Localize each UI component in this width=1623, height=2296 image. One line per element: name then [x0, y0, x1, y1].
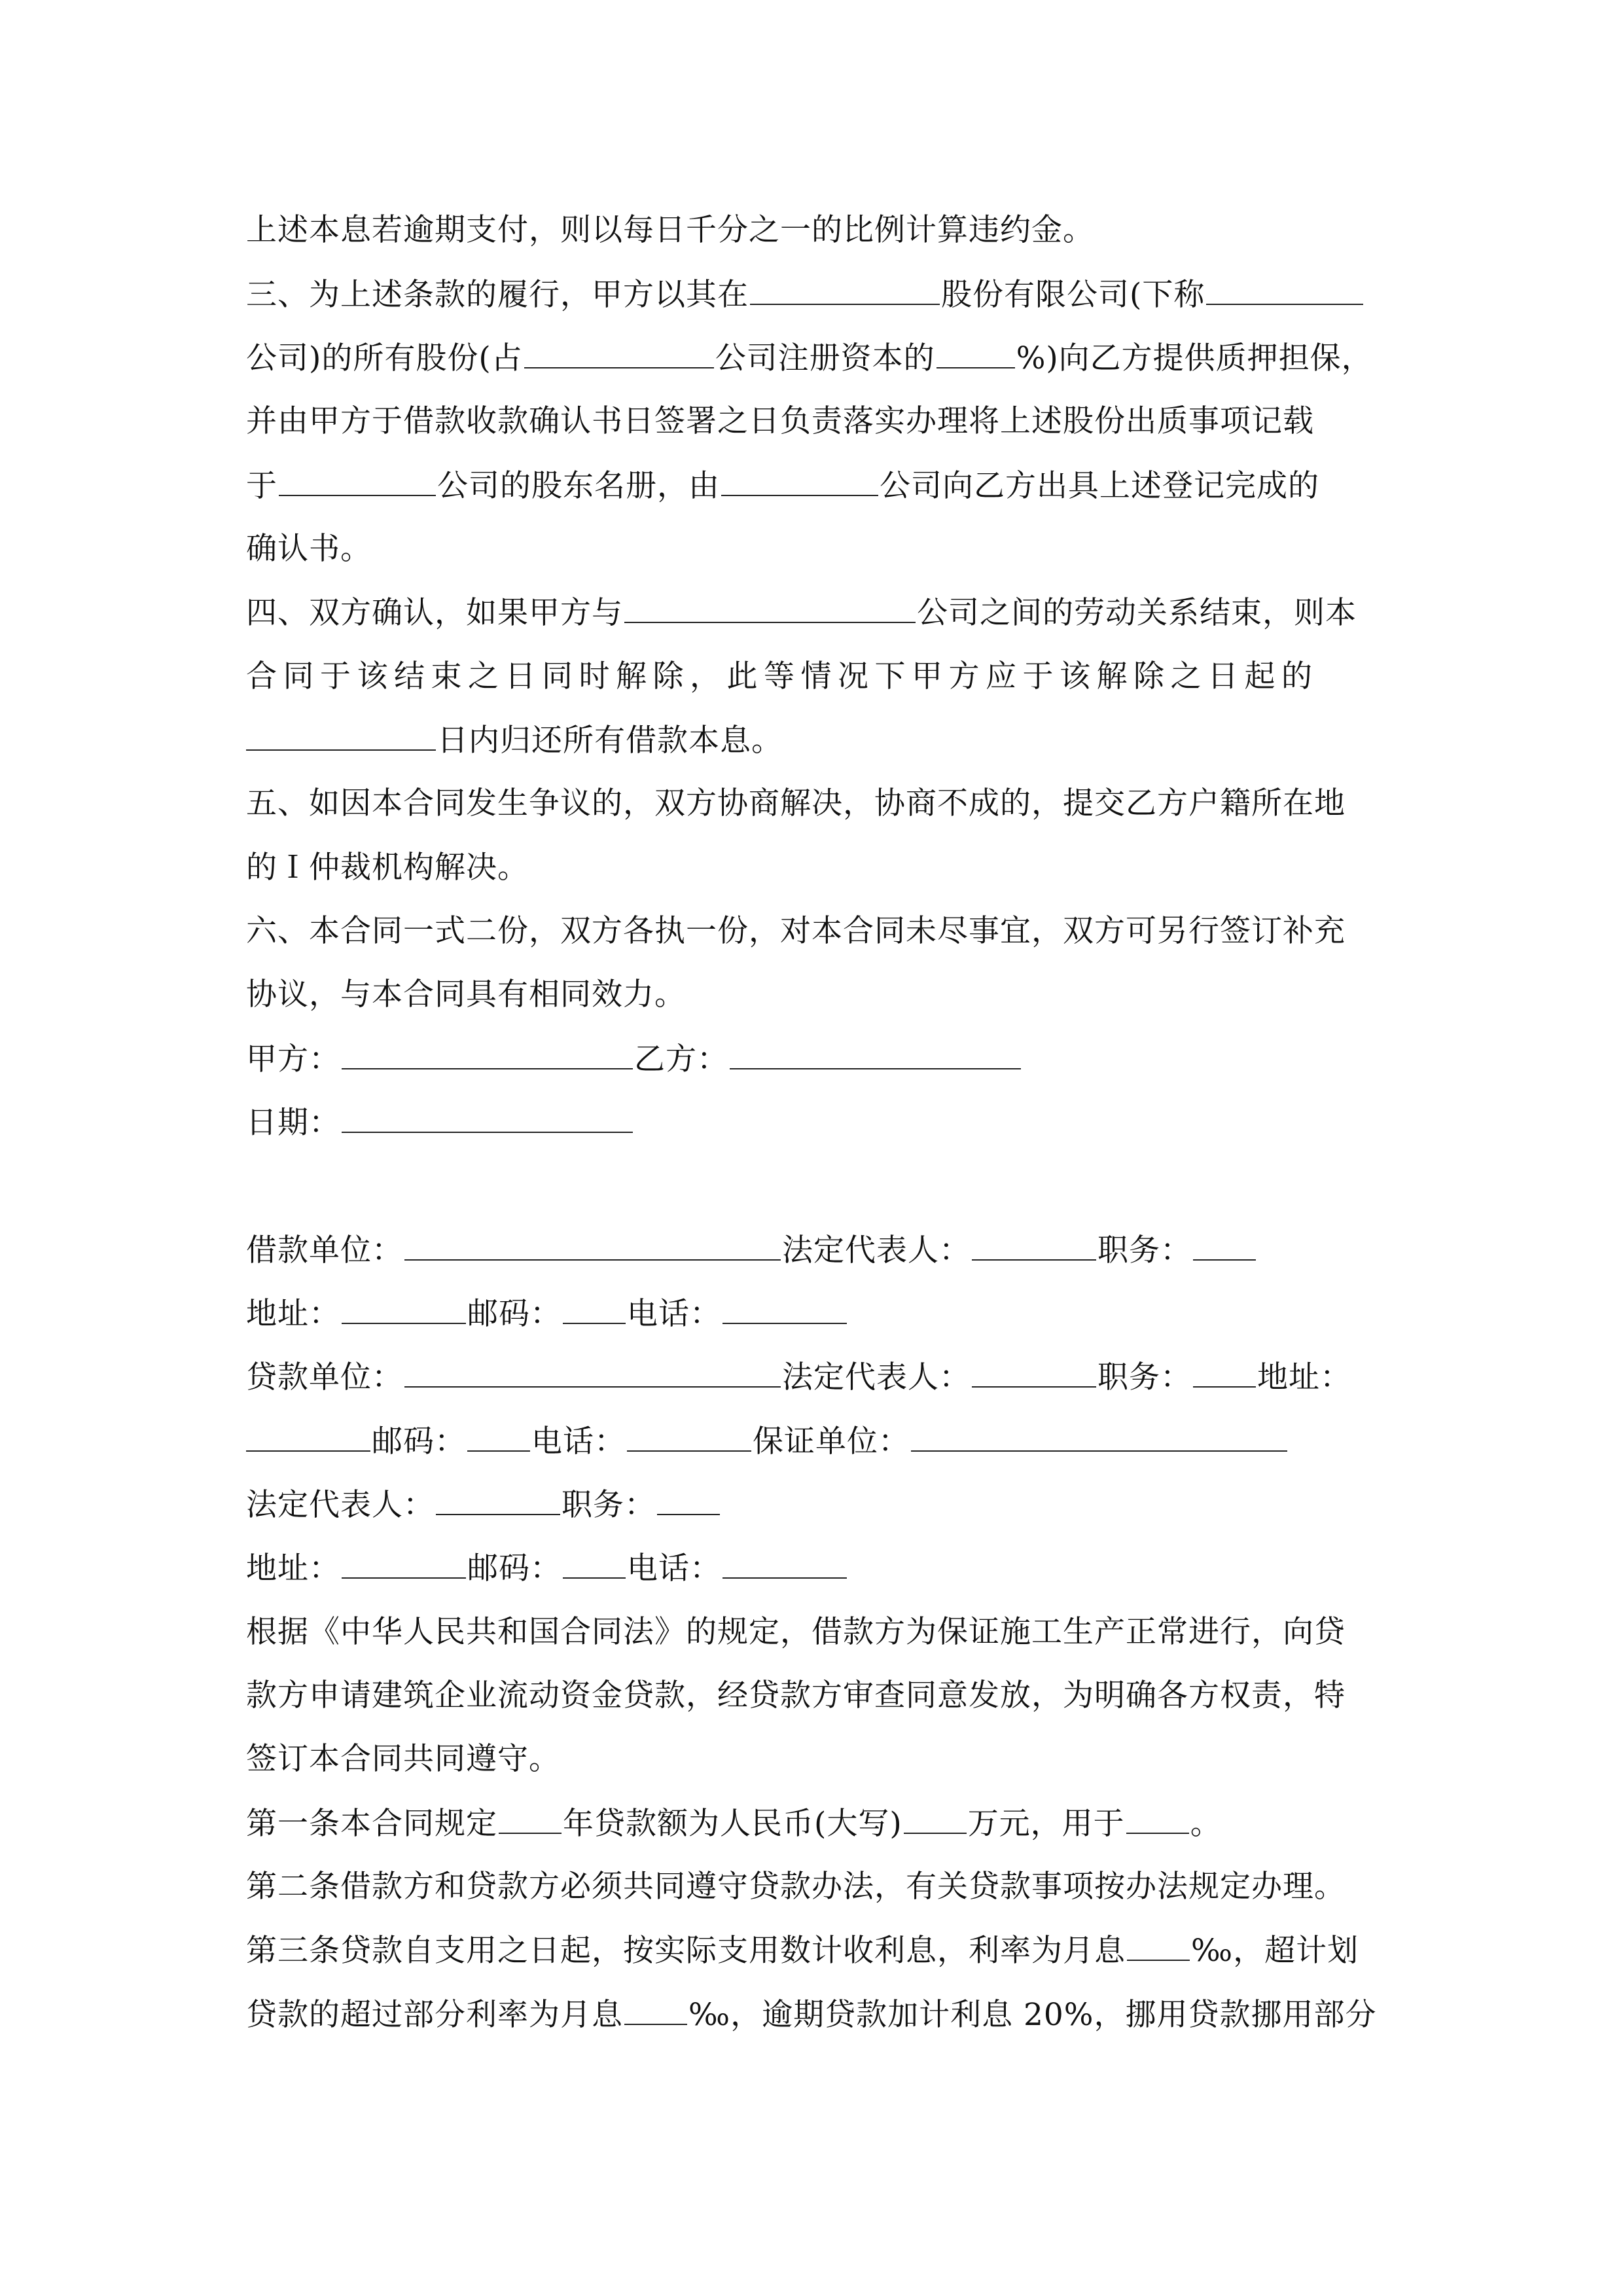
field-label: 贷款单位：: [246, 1359, 403, 1395]
text-segment: 第一条本合同规定: [246, 1806, 497, 1842]
blank-field[interactable]: [722, 1549, 847, 1579]
text-segment: 并由甲方于借款收款确认书日签署之日负责落实办理将上述股份出质事项记载: [246, 403, 1314, 439]
field-label: 邮码：: [467, 1296, 562, 1332]
text-segment: %)向乙方提供质押担保，: [1016, 340, 1373, 376]
text-segment: 根据《中华人民共和国合同法》的规定，借款方为保证施工生产正常进行，向贷: [246, 1614, 1346, 1650]
field-label: 电话：: [627, 1296, 721, 1332]
borrower-line: [246, 1230, 1398, 1270]
blank-field[interactable]: [721, 466, 878, 496]
text-segment: 贷款的超过部分利率为月息: [246, 1997, 623, 2033]
text-segment: 的Ｉ仲裁机构解决。: [246, 850, 529, 886]
field-label: 邮码：: [467, 1551, 562, 1587]
text-segment: 六、本合同一式二份，双方各执一份，对本合同未尽事宜，双方可另行签订补充: [246, 913, 1346, 949]
date-line: [246, 1103, 1398, 1142]
text-segment: 日内归还所有借款本息。: [437, 723, 783, 759]
text-segment: 年贷款额为人民币(大写): [563, 1806, 902, 1842]
text-line: [246, 657, 1398, 696]
blank-field[interactable]: [524, 338, 714, 368]
text-segment: 签订本合同共同遵守。: [246, 1741, 560, 1777]
blank-field[interactable]: [936, 338, 1015, 368]
text-segment: 公司的股东名册，由: [437, 468, 720, 504]
blank-field[interactable]: [657, 1485, 720, 1515]
signature-line: [246, 1039, 1398, 1079]
text-segment: 确认书。: [246, 531, 372, 567]
party-b-label: 乙方：: [634, 1041, 728, 1077]
text-segment: 公司注册资本的: [715, 340, 935, 376]
blank-field[interactable]: [404, 1230, 781, 1261]
clause-four-line: [246, 593, 1398, 632]
text-line: [246, 466, 1398, 505]
blank-field[interactable]: [467, 1422, 530, 1452]
text-segment: ‰，超计划: [1191, 1933, 1359, 1969]
field-label: 借款单位：: [246, 1232, 403, 1268]
text-segment: 。: [1190, 1806, 1222, 1842]
text-line: [246, 211, 1398, 250]
text-line: [246, 721, 1398, 760]
field-label: 地址：: [1257, 1359, 1351, 1395]
blank-field[interactable]: [972, 1230, 1096, 1261]
text-line: [246, 848, 1398, 888]
text-segment: 股份有限公司(下称: [941, 277, 1205, 313]
party-b-field[interactable]: [730, 1039, 1021, 1069]
date-label: 日期：: [246, 1105, 340, 1141]
preamble-line: [246, 1613, 1398, 1652]
text-segment: 五、如因本合同发生争议的，双方协商解决，协商不成的，提交乙方户籍所在地: [246, 785, 1346, 821]
blank-field[interactable]: [279, 466, 436, 496]
text-line: [246, 1995, 1398, 2034]
lender-line: [246, 1357, 1398, 1397]
text-segment: 协议，与本合同具有相同效力。: [246, 977, 686, 1013]
blank-field[interactable]: [563, 1549, 626, 1579]
text-segment: 公司)的所有股份(占: [246, 340, 523, 376]
text-segment: 上述本息若逾期支付，则以每日千分之一的比例计算违约金。: [246, 212, 1094, 248]
field-label: 法定代表人：: [782, 1359, 971, 1395]
blank-field[interactable]: [627, 1422, 751, 1452]
text-line: [246, 529, 1398, 569]
field-label: 法定代表人：: [782, 1232, 971, 1268]
blank-field[interactable]: [904, 1804, 967, 1834]
text-segment: 款方申请建筑企业流动资金贷款，经贷款方审查同意发放，为明确各方权责，特: [246, 1677, 1346, 1713]
text-line: [246, 975, 1398, 1014]
text-line: [246, 1740, 1398, 1779]
guarantor-rep-line: [246, 1485, 1398, 1524]
text-segment: 公司向乙方出具上述登记完成的: [880, 468, 1319, 504]
text-segment: 三、为上述条款的履行，甲方以其在: [246, 277, 749, 313]
text-segment: 四、双方确认，如果甲方与: [246, 595, 623, 631]
text-segment: 于: [246, 468, 277, 504]
blank-field[interactable]: [436, 1485, 560, 1515]
text-line: [246, 338, 1398, 378]
blank-field[interactable]: [1126, 1804, 1189, 1834]
blank-field[interactable]: [1193, 1230, 1256, 1261]
field-label: 职务：: [1097, 1359, 1192, 1395]
blank-field[interactable]: [624, 1995, 687, 2025]
clause-three-line: [246, 275, 1398, 314]
field-label: 职务：: [1097, 1232, 1192, 1268]
text-line: [246, 1676, 1398, 1715]
blank-field[interactable]: [750, 275, 940, 305]
field-label: 法定代表人：: [246, 1487, 435, 1523]
field-label: 邮码：: [372, 1424, 466, 1460]
text-segment: ‰，逾期贷款加计利息 20%，挪用贷款挪用部分: [688, 1997, 1377, 2033]
blank-field[interactable]: [722, 1294, 847, 1324]
guarantor-address-line: [246, 1549, 1398, 1588]
field-label: 保证单位：: [753, 1424, 910, 1460]
field-label: 电话：: [531, 1424, 626, 1460]
blank-field[interactable]: [499, 1804, 562, 1834]
address-line: [246, 1294, 1398, 1333]
text-segment: 第三条贷款自支用之日起，按实际支用数计收利息，利率为月息: [246, 1933, 1126, 1969]
text-segment: 公司之间的劳动关系结束，则本: [917, 595, 1357, 631]
field-label: 地址：: [246, 1296, 340, 1332]
blank-field[interactable]: [404, 1357, 781, 1388]
text-line: [246, 402, 1398, 441]
blank-field[interactable]: [972, 1357, 1096, 1388]
article-two-line: [246, 1867, 1398, 1907]
party-a-field[interactable]: [342, 1039, 633, 1069]
field-label: 电话：: [627, 1551, 721, 1587]
blank-field[interactable]: [246, 721, 436, 751]
lender-contact-line: [246, 1422, 1398, 1461]
text-segment: 万元，用于: [967, 1806, 1125, 1842]
blank-field[interactable]: [1193, 1357, 1256, 1388]
blank-field[interactable]: [342, 1549, 466, 1579]
article-one-line: [246, 1804, 1398, 1843]
date-field[interactable]: [342, 1103, 633, 1133]
field-label: 职务：: [562, 1487, 656, 1523]
field-label: 地址：: [246, 1551, 340, 1587]
article-three-line: [246, 1931, 1398, 1970]
blank-field[interactable]: [1206, 275, 1363, 305]
text-segment: 合同于该结束之日同时解除，此等情况下甲方应于该解除之日起的: [246, 658, 1319, 694]
clause-six-line: [246, 912, 1398, 951]
blank-field[interactable]: [624, 593, 916, 623]
blank-field[interactable]: [342, 1294, 466, 1324]
party-a-label: 甲方：: [246, 1041, 340, 1077]
blank-field[interactable]: [1127, 1931, 1190, 1961]
blank-field[interactable]: [911, 1422, 1287, 1452]
blank-field[interactable]: [563, 1294, 626, 1324]
text-segment: 第二条借款方和贷款方必须共同遵守贷款办法，有关贷款事项按办法规定办理。: [246, 1869, 1346, 1905]
clause-five-line: [246, 784, 1398, 823]
blank-field[interactable]: [246, 1422, 370, 1452]
